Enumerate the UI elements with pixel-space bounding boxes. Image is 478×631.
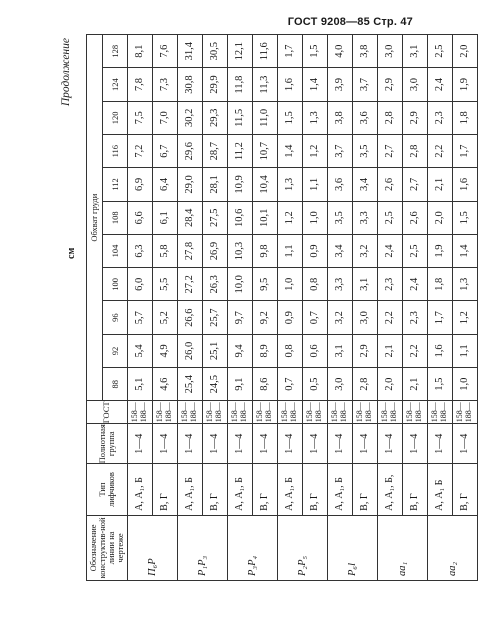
cell-designation: P₂P₅ xyxy=(278,515,328,580)
size-header-116: 116 xyxy=(103,135,128,168)
cell-value: 28,4 xyxy=(178,201,203,234)
cell-value: 9,7 xyxy=(228,301,253,334)
cell-gost: 158— 188— xyxy=(328,401,353,424)
cell-value: 2,7 xyxy=(378,135,403,168)
cell-designation: П₆Р xyxy=(128,515,178,580)
cell-value: 26,6 xyxy=(178,301,203,334)
cell-value: 1,7 xyxy=(428,301,453,334)
size-header-124: 124 xyxy=(103,68,128,101)
table-row xyxy=(378,35,403,581)
cell-value: 25,7 xyxy=(203,301,228,334)
cell-value: 29,9 xyxy=(203,68,228,101)
cell-value: 1,9 xyxy=(453,68,478,101)
header-fullness: Полнотная группа xyxy=(87,424,128,464)
table-row xyxy=(353,35,378,581)
table-row xyxy=(403,35,428,581)
cell-value: 1,5 xyxy=(428,368,453,401)
cell-value: 30,2 xyxy=(178,101,203,134)
cell-fullness: 1—4 xyxy=(128,424,153,464)
cell-value: 29,0 xyxy=(178,168,203,201)
cell-value: 2,0 xyxy=(378,368,403,401)
size-header-120: 120 xyxy=(103,101,128,134)
cell-value: 30,5 xyxy=(203,35,228,68)
cell-designation: P₁P₃ xyxy=(178,515,228,580)
table-row xyxy=(178,35,203,581)
cell-value: 1,4 xyxy=(303,68,328,101)
cell-value: 3,2 xyxy=(328,301,353,334)
cell-value: 3,0 xyxy=(328,368,353,401)
cell-value: 1,6 xyxy=(278,68,303,101)
cell-value: 1,5 xyxy=(303,35,328,68)
cell-type: В, Г xyxy=(303,464,328,515)
cell-gost: 158— 188— xyxy=(178,401,203,424)
cell-value: 25,1 xyxy=(203,334,228,367)
cell-value: 26,9 xyxy=(203,234,228,267)
cell-value: 7,2 xyxy=(128,135,153,168)
cell-type: В, Г xyxy=(203,464,228,515)
cell-value: 2,4 xyxy=(428,68,453,101)
cell-value: 0,8 xyxy=(278,334,303,367)
cell-value: 0,6 xyxy=(303,334,328,367)
cell-value: 10,7 xyxy=(253,135,278,168)
cell-value: 1,6 xyxy=(453,168,478,201)
cell-type: А, А₁, Б, xyxy=(378,464,403,515)
cell-designation: aa₂ xyxy=(428,515,478,580)
cell-fullness: 1—4 xyxy=(178,424,203,464)
cell-fullness: 1—4 xyxy=(228,424,253,464)
cell-value: 6,1 xyxy=(153,201,178,234)
cell-value: 4,9 xyxy=(153,334,178,367)
cell-gost: 158— 188— xyxy=(453,401,478,424)
cell-value: 1,7 xyxy=(278,35,303,68)
cell-value: 9,1 xyxy=(228,368,253,401)
table-row xyxy=(303,35,328,581)
rotated-inner xyxy=(60,34,473,589)
cell-fullness: 1—4 xyxy=(278,424,303,464)
cell-type: В, Г xyxy=(353,464,378,515)
rotated-page-content xyxy=(60,34,473,589)
cell-value: 1,4 xyxy=(278,135,303,168)
size-header-100: 100 xyxy=(103,268,128,301)
cell-type: А, А₁, Б xyxy=(128,464,153,515)
cell-value: 3,0 xyxy=(353,301,378,334)
cell-value: 2,6 xyxy=(378,168,403,201)
cell-value: 1,9 xyxy=(428,234,453,267)
cell-value: 2,9 xyxy=(403,101,428,134)
cell-value: 2,4 xyxy=(403,268,428,301)
cell-value: 1,3 xyxy=(303,101,328,134)
cell-value: 2,8 xyxy=(378,101,403,134)
cell-value: 11,2 xyxy=(228,135,253,168)
header-type: Тип лифчиков xyxy=(87,464,128,515)
cell-type: В, Г xyxy=(153,464,178,515)
cell-value: 3,2 xyxy=(353,234,378,267)
table-row xyxy=(228,35,253,581)
size-header-104: 104 xyxy=(103,234,128,267)
cell-value: 3,0 xyxy=(378,35,403,68)
cell-designation: aa₁ xyxy=(378,515,428,580)
cell-value: 6,9 xyxy=(128,168,153,201)
cell-value: 4,6 xyxy=(153,368,178,401)
header-designation: Обозначение конструктив-ной линии на чертеже xyxy=(87,515,128,580)
cell-gost: 158— 188— xyxy=(278,401,303,424)
cell-value: 24,5 xyxy=(203,368,228,401)
header-chest-girth: Обхват груди xyxy=(87,35,103,401)
cell-value: 1,8 xyxy=(453,101,478,134)
size-header-128: 128 xyxy=(103,35,128,68)
cell-value: 5,7 xyxy=(128,301,153,334)
cell-fullness: 1—4 xyxy=(303,424,328,464)
cell-value: 1,0 xyxy=(303,201,328,234)
cell-value: 9,4 xyxy=(228,334,253,367)
cell-value: 2,5 xyxy=(378,201,403,234)
unit-caption: см xyxy=(66,247,77,259)
cell-value: 0,9 xyxy=(278,301,303,334)
table-row xyxy=(453,35,478,581)
cell-value: 2,1 xyxy=(403,368,428,401)
cell-value: 1,2 xyxy=(278,201,303,234)
cell-gost: 158— 188— xyxy=(303,401,328,424)
cell-fullness: 1—4 xyxy=(328,424,353,464)
cell-value: 10,1 xyxy=(253,201,278,234)
cell-value: 31,4 xyxy=(178,35,203,68)
cell-value: 5,8 xyxy=(153,234,178,267)
cell-value: 3,6 xyxy=(353,101,378,134)
cell-value: 2,7 xyxy=(403,168,428,201)
cell-gost: 158— 188— xyxy=(403,401,428,424)
cell-value: 2,9 xyxy=(353,334,378,367)
cell-gost: 158— 188— xyxy=(428,401,453,424)
cell-value: 1,1 xyxy=(278,234,303,267)
size-header-112: 112 xyxy=(103,168,128,201)
cell-value: 27,2 xyxy=(178,268,203,301)
cell-fullness: 1—4 xyxy=(153,424,178,464)
cell-value: 8,1 xyxy=(128,35,153,68)
cell-value: 2,0 xyxy=(453,35,478,68)
cell-value: 0,7 xyxy=(303,301,328,334)
cell-value: 0,9 xyxy=(303,234,328,267)
cell-value: 3,8 xyxy=(353,35,378,68)
cell-gost: 158— 188— xyxy=(353,401,378,424)
cell-fullness: 1—4 xyxy=(453,424,478,464)
cell-value: 3,6 xyxy=(328,168,353,201)
cell-value: 2,2 xyxy=(403,334,428,367)
cell-gost: 158— 188— xyxy=(378,401,403,424)
cell-value: 3,3 xyxy=(328,268,353,301)
cell-value: 2,4 xyxy=(378,234,403,267)
size-header-108: 108 xyxy=(103,201,128,234)
cell-type: В, Г xyxy=(453,464,478,515)
cell-value: 3,3 xyxy=(353,201,378,234)
cell-fullness: 1—4 xyxy=(403,424,428,464)
cell-value: 0,7 xyxy=(278,368,303,401)
cell-value: 2,5 xyxy=(428,35,453,68)
cell-fullness: 1—4 xyxy=(353,424,378,464)
cell-value: 27,8 xyxy=(178,234,203,267)
cell-gost: 158— 188— xyxy=(253,401,278,424)
cell-value: 3,4 xyxy=(328,234,353,267)
table-row xyxy=(128,35,153,581)
cell-value: 10,4 xyxy=(253,168,278,201)
cell-value: 3,8 xyxy=(328,101,353,134)
cell-value: 3,1 xyxy=(328,334,353,367)
cell-value: 7,6 xyxy=(153,35,178,68)
cell-value: 26,0 xyxy=(178,334,203,367)
cell-value: 8,6 xyxy=(253,368,278,401)
cell-value: 2,0 xyxy=(428,201,453,234)
cell-type: А, А₁, Б xyxy=(178,464,203,515)
cell-value: 29,3 xyxy=(203,101,228,134)
cell-value: 1,0 xyxy=(278,268,303,301)
cell-value: 1,8 xyxy=(428,268,453,301)
table-row xyxy=(328,35,353,581)
cell-value: 2,2 xyxy=(378,301,403,334)
cell-value: 11,6 xyxy=(253,35,278,68)
cell-value: 10,0 xyxy=(228,268,253,301)
cell-value: 11,0 xyxy=(253,101,278,134)
cell-value: 0,8 xyxy=(303,268,328,301)
cell-value: 7,3 xyxy=(153,68,178,101)
cell-value: 27,5 xyxy=(203,201,228,234)
cell-value: 6,3 xyxy=(128,234,153,267)
cell-designation: P₆l xyxy=(328,515,378,580)
measurements-table xyxy=(86,34,478,581)
table-row xyxy=(253,35,278,581)
cell-value: 11,8 xyxy=(228,68,253,101)
cell-value: 3,4 xyxy=(353,168,378,201)
cell-value: 9,5 xyxy=(253,268,278,301)
cell-value: 12,1 xyxy=(228,35,253,68)
cell-value: 5,1 xyxy=(128,368,153,401)
cell-value: 3,5 xyxy=(328,201,353,234)
cell-gost: 158— 188— xyxy=(153,401,178,424)
cell-value: 2,9 xyxy=(378,68,403,101)
cell-type: А, А₁, Б xyxy=(278,464,303,515)
header-gost: ГОСТ xyxy=(87,401,128,424)
cell-fullness: 1—4 xyxy=(253,424,278,464)
cell-designation: P₃P₄ xyxy=(228,515,278,580)
cell-value: 3,9 xyxy=(328,68,353,101)
cell-value: 2,2 xyxy=(428,135,453,168)
cell-type: А, А₁, Б xyxy=(228,464,253,515)
cell-value: 1,2 xyxy=(453,301,478,334)
cell-type: А, А₁ Б xyxy=(428,464,453,515)
cell-gost: 158— 188— xyxy=(203,401,228,424)
cell-value: 1,0 xyxy=(453,368,478,401)
cell-value: 1,3 xyxy=(453,268,478,301)
cell-value: 1,1 xyxy=(453,334,478,367)
cell-value: 28,7 xyxy=(203,135,228,168)
cell-type: В, Г xyxy=(253,464,278,515)
table-body xyxy=(128,35,478,581)
cell-value: 1,7 xyxy=(453,135,478,168)
cell-value: 5,5 xyxy=(153,268,178,301)
continuation-caption: Продолжение xyxy=(60,38,72,107)
size-header-88: 88 xyxy=(103,368,128,401)
cell-value: 1,5 xyxy=(453,201,478,234)
cell-value: 11,5 xyxy=(228,101,253,134)
cell-value: 28,1 xyxy=(203,168,228,201)
cell-value: 2,8 xyxy=(403,135,428,168)
cell-value: 1,1 xyxy=(303,168,328,201)
cell-value: 2,3 xyxy=(378,268,403,301)
table-row xyxy=(153,35,178,581)
cell-value: 3,7 xyxy=(328,135,353,168)
size-header-92: 92 xyxy=(103,334,128,367)
cell-type: В, Г xyxy=(403,464,428,515)
cell-value: 11,3 xyxy=(253,68,278,101)
cell-value: 3,1 xyxy=(353,268,378,301)
cell-value: 2,3 xyxy=(403,301,428,334)
table-row xyxy=(428,35,453,581)
cell-value: 6,7 xyxy=(153,135,178,168)
cell-value: 2,1 xyxy=(428,168,453,201)
cell-value: 2,3 xyxy=(428,101,453,134)
cell-fullness: 1—4 xyxy=(203,424,228,464)
cell-value: 9,8 xyxy=(253,234,278,267)
cell-value: 30,8 xyxy=(178,68,203,101)
cell-value: 1,2 xyxy=(303,135,328,168)
cell-gost: 158— 188— xyxy=(228,401,253,424)
cell-value: 2,1 xyxy=(378,334,403,367)
cell-value: 9,2 xyxy=(253,301,278,334)
cell-value: 7,8 xyxy=(128,68,153,101)
cell-value: 2,6 xyxy=(403,201,428,234)
size-header-96: 96 xyxy=(103,301,128,334)
cell-value: 3,0 xyxy=(403,68,428,101)
cell-value: 5,4 xyxy=(128,334,153,367)
cell-type: А, А₁, Б xyxy=(328,464,353,515)
cell-value: 2,8 xyxy=(353,368,378,401)
cell-value: 1,3 xyxy=(278,168,303,201)
cell-value: 1,6 xyxy=(428,334,453,367)
cell-value: 25,4 xyxy=(178,368,203,401)
cell-gost: 158— 188— xyxy=(128,401,153,424)
cell-value: 7,0 xyxy=(153,101,178,134)
cell-value: 6,0 xyxy=(128,268,153,301)
cell-value: 26,3 xyxy=(203,268,228,301)
cell-value: 10,6 xyxy=(228,201,253,234)
cell-value: 6,6 xyxy=(128,201,153,234)
cell-value: 3,7 xyxy=(353,68,378,101)
cell-value: 1,4 xyxy=(453,234,478,267)
table-row xyxy=(203,35,228,581)
cell-fullness: 1—4 xyxy=(428,424,453,464)
cell-value: 3,5 xyxy=(353,135,378,168)
cell-value: 8,9 xyxy=(253,334,278,367)
cell-fullness: 1—4 xyxy=(378,424,403,464)
cell-value: 0,5 xyxy=(303,368,328,401)
cell-value: 29,6 xyxy=(178,135,203,168)
cell-value: 7,5 xyxy=(128,101,153,134)
running-head: ГОСТ 9208—85 Стр. 47 xyxy=(287,16,413,28)
cell-value: 5,2 xyxy=(153,301,178,334)
cell-value: 2,5 xyxy=(403,234,428,267)
cell-value: 3,1 xyxy=(403,35,428,68)
cell-value: 4,0 xyxy=(328,35,353,68)
cell-value: 10,3 xyxy=(228,234,253,267)
cell-value: 1,5 xyxy=(278,101,303,134)
table-row xyxy=(278,35,303,581)
cell-value: 6,4 xyxy=(153,168,178,201)
cell-value: 10,9 xyxy=(228,168,253,201)
